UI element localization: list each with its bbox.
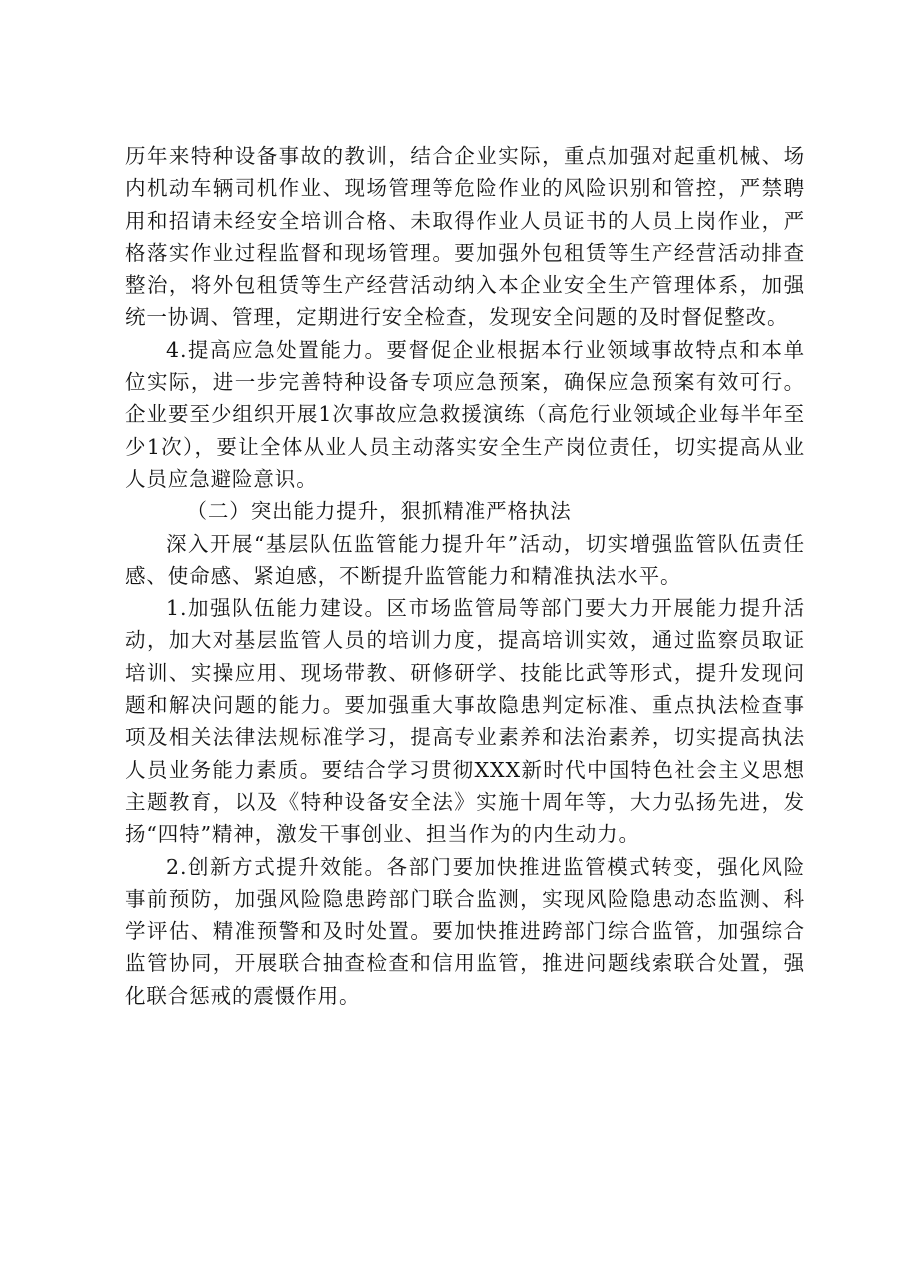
paragraph-intro: 深入开展“基层队伍监管能力提升年”活动，切实增强监管队伍责任感、使命感、紧迫感，不断提升监管能力和精准执法水平。 [125, 531, 805, 588]
paragraph-continued: 历年来特种设备事故的教训，结合企业实际，重点加强对起重机械、场内机动车辆司机作业、现场管理等危险作业的风险识别和管控，严禁聘用和招请未经安全培训合格、未取得作业人员证书的人员上岗作业，严格落实作业过程监督和现场管理。要加强外包租赁等生产经营活动排查整治，将外包租赁等生产经营活动纳入本企业安全生产管理体系，加强统一协调、管理，定期进行安全检查，发现安全问题的及时督促整改。 [125, 144, 805, 330]
section-heading: （二）突出能力提升，狠抓精准严格执法 [186, 499, 572, 524]
paragraph-team-capacity: 1.加强队伍能力建设。区市场监管局等部门要大力开展能力提升活动，加大对基层监管人员的培训力度，提高培训实效，通过监察员取证培训、实操应用、现场带教、研修研学、技能比武等形式，提升发现问题和解决问题的能力。要加强重大事故隐患判定标准、重点执法检查事项及相关法律法规标准学习，提高专业素养和法治素养，切实提高执法人员业务能力素质。要结合学习贯彻XXX新时代中国特色社会主义思想主题教育，以及《特种设备安全法》实施十周年等，大力弘扬先进，发扬“四特”精神，激发干事创业、担当作为的内生动力。 [125, 596, 805, 847]
paragraph-innovation: 2.创新方式提升效能。各部门要加快推进监管模式转变，强化风险事前预防，加强风险隐患跨部门联合监测，实现风险隐患动态监测、科学评估、精准预警和及时处置。要加快推进跨部门综合监管，加强综合监管协同，开展联合抽查检查和信用监管，推进问题线索联合处置，强化联合惩戒的震慑作用。 [125, 854, 805, 1008]
paragraph-emergency-response: 4.提高应急处置能力。要督促企业根据本行业领域事故特点和本单位实际，进一步完善特种设备专项应急预案，确保应急预案有效可行。企业要至少组织开展1次事故应急救援演练（高危行业领域企业每半年至少1次），要让全体从业人员主动落实安全生产岗位责任，切实提高从业人员应急避险意识。 [125, 337, 805, 491]
document-body [125, 140, 805, 1012]
